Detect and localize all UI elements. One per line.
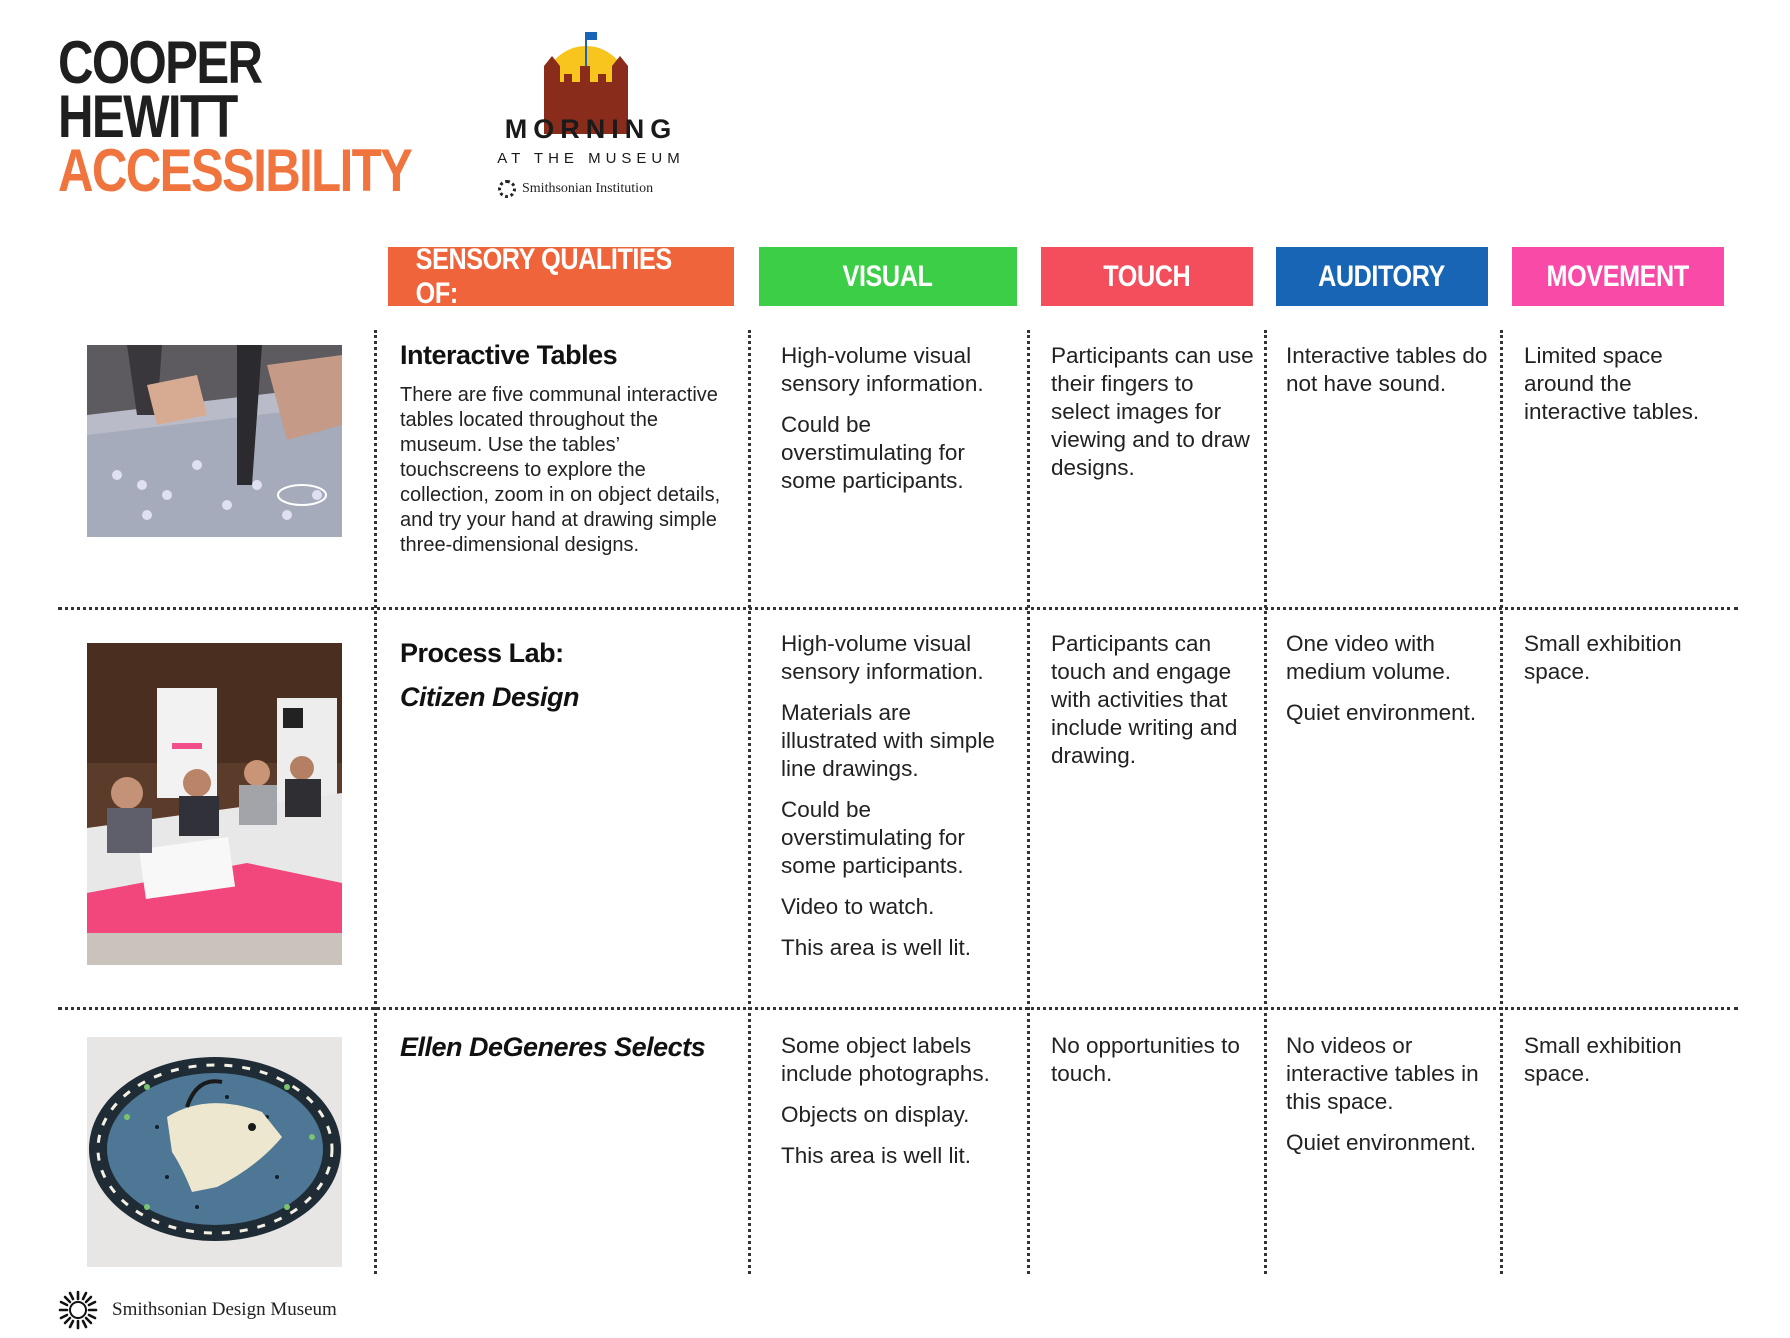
interactive-tables-photo xyxy=(87,345,342,537)
cell-text: No videos or interactive tables in this space. xyxy=(1286,1033,1479,1114)
visual-cell xyxy=(781,630,1006,975)
brand-logo xyxy=(58,29,412,204)
cell-text: Participants can touch and engage with activities that include writing and drawing. xyxy=(1051,631,1238,768)
cell-text: No opportunities to touch. xyxy=(1051,1033,1240,1086)
cell-text: One video with medium volume. xyxy=(1286,631,1452,684)
cell-text: Quiet environment. xyxy=(1286,1130,1477,1155)
column-divider xyxy=(1500,330,1503,1274)
brand-line-3: ACCESSIBILITY xyxy=(58,137,412,204)
touch-cell xyxy=(1051,1032,1256,1101)
cell-text: Limited space around the interactive tables. xyxy=(1524,343,1700,424)
cell-text: Video to watch. xyxy=(781,894,935,919)
movement-cell xyxy=(1524,630,1734,699)
row-description: There are five communal interactive tables located throughout the museum. Use the tables’ touchscreens to explore the collection, zoom in on object details, and try your hand at drawing simple three-dimensional designs. xyxy=(400,384,721,556)
auditory-cell xyxy=(1286,630,1496,740)
row-divider xyxy=(58,1007,1738,1010)
footer-label: Smithsonian Design Museum xyxy=(112,1299,337,1320)
footer xyxy=(58,1290,337,1330)
cell-text: High-volume visual sensory information. xyxy=(781,631,984,684)
institution-name: Smithsonian Institution xyxy=(522,181,654,196)
cell-text: Quiet environment. xyxy=(1286,700,1477,725)
column-divider xyxy=(1027,330,1030,1274)
row-title: Interactive Tables xyxy=(400,340,618,370)
touch-cell xyxy=(1051,630,1256,783)
auditory-cell xyxy=(1286,342,1496,411)
cell-text: Materials are illustrated with simple line drawings. xyxy=(781,700,995,781)
morning-title: MORNING xyxy=(504,114,678,144)
column-divider xyxy=(374,330,377,1274)
cell-text: This area is well lit. xyxy=(781,935,972,960)
movement-cell xyxy=(1524,342,1734,439)
cell-text: Small exhibition space. xyxy=(1524,631,1682,684)
row-subtitle: Citizen Design xyxy=(400,682,580,712)
cell-text: Participants can use their fingers to select images for viewing and to draw designs. xyxy=(1051,343,1254,480)
column-divider xyxy=(1264,330,1267,1274)
row-title: Process Lab: xyxy=(400,638,564,668)
header-touch: TOUCH xyxy=(1041,247,1253,306)
header-auditory: AUDITORY xyxy=(1276,247,1488,306)
cell-text: Small exhibition space. xyxy=(1524,1033,1682,1086)
cell-text: This area is well lit. xyxy=(781,1143,972,1168)
cell-text: Could be overstimulating for some participants. xyxy=(781,797,965,878)
cell-text: Interactive tables do not have sound. xyxy=(1286,343,1488,396)
header-movement: MOVEMENT xyxy=(1512,247,1724,306)
brand-line-2: HEWITT xyxy=(58,83,237,150)
header-visual: VISUAL xyxy=(759,247,1017,306)
smithsonian-sun-icon xyxy=(498,180,516,198)
row-divider xyxy=(58,607,1738,610)
visual-cell xyxy=(781,342,1006,508)
cell-text: Objects on display. xyxy=(781,1102,970,1127)
auditory-cell xyxy=(1286,1032,1496,1170)
smithsonian-sun-icon xyxy=(58,1290,98,1330)
process-lab-photo xyxy=(87,643,342,965)
touch-cell xyxy=(1051,342,1256,495)
column-divider xyxy=(748,330,751,1274)
ceramic-plate-photo xyxy=(87,1037,342,1267)
header-sensory-qualities: SENSORY QUALITIES OF: xyxy=(388,247,734,306)
morning-subtitle: AT THE MUSEUM xyxy=(497,150,685,167)
cell-text: Could be overstimulating for some participants. xyxy=(781,412,965,493)
brand-line-1: COOPER xyxy=(58,29,262,96)
visual-cell xyxy=(781,1032,1006,1183)
movement-cell xyxy=(1524,1032,1734,1101)
cell-text: Some object labels include photographs. xyxy=(781,1033,990,1086)
row-title: Ellen DeGeneres Selects xyxy=(400,1032,706,1062)
partner-institution xyxy=(498,180,698,198)
cell-text: High-volume visual sensory information. xyxy=(781,343,984,396)
